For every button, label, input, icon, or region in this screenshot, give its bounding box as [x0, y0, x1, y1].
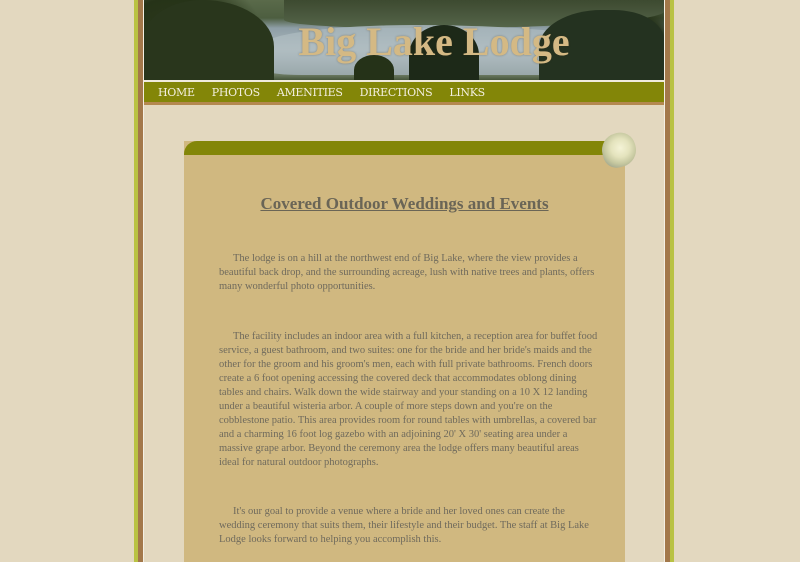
site-title: Big Lake Lodge [298, 19, 570, 64]
header-banner [144, 0, 664, 80]
paragraph-facility: The facility includes an indoor area with a full kitchen, a reception area for buffet food service, a guest bathroom, and two suites: one for the bride and her bride's maids and the other for the groom and his groom's men, each with full private bathrooms. French doors create a 6 foot opening accessing the covered deck that accommodates oblong dining tables and chairs. Walk down the wide stairway and your standing on a 10 X 12 landing under a beautiful wisteria arbor. A couple of more steps down and you're on the cobblestone patio. This area provides room for round tables with umbrellas, a covered bar and a charming 16 foot log gazebo with an adjoining 20' X 30' seating area under a massive grape arbor. Beyond the ceremony area the lodge offers many beautiful areas ideal for natural outdoor photographs. [219, 331, 598, 468]
nav-links[interactable]: LINKS [449, 85, 485, 99]
page-container [144, 0, 664, 562]
right-border-lime [670, 0, 674, 562]
paragraph-goal: It's our goal to provide a venue where a bride and her loved ones can create the wedding ceremony that suits them, their lifestyle and their budget. The staff at Big Lake Lodge looks forward to helping you accomplish this. [219, 506, 589, 545]
main-nav [144, 82, 664, 102]
page-title: Covered Outdoor Weddings and Events [260, 194, 549, 213]
nav-directions[interactable]: DIRECTIONS [359, 85, 433, 99]
paragraph-location: The lodge is on a hill at the northwest end of Big Lake, where the view provides a beautiful back drop, and the surrounding acreage, lush with native trees and plants, offers many wonderful photo opportunities. [219, 253, 595, 292]
nav-underline [144, 102, 664, 105]
card-header-bar [184, 141, 625, 155]
nav-photos[interactable]: PHOTOS [211, 85, 260, 99]
nav-amenities[interactable]: AMENITIES [276, 85, 343, 99]
content-card [184, 141, 625, 562]
nav-home[interactable]: HOME [158, 85, 195, 99]
